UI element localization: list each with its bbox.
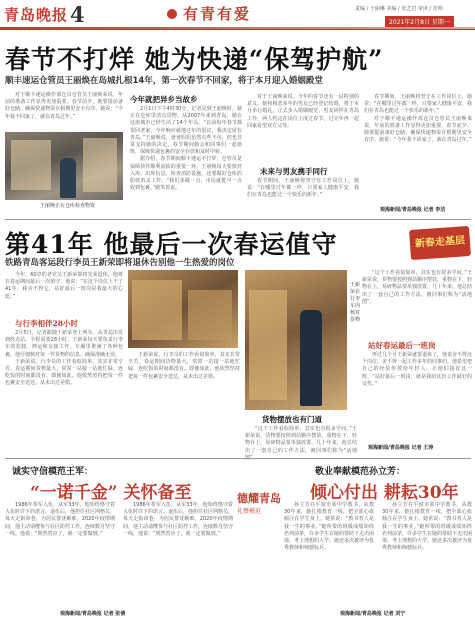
story2-photo-left [128,270,238,348]
story2-col-b-text: 王新荣说，行李员的工作看似简单，其实非常辛苦。春运期间货物量大，常常一站接一站地忙碌，连吃饭的时间都没有。即便如此，他依然坚持把每一件包裹安全送达，从未出过差错。 [128,352,240,380]
story2-intro [5,272,123,314]
story2-subtitle: 铁路青岛客运段行李员王新荣即将退休告别他一生热爱的岗位 [5,258,235,268]
story3-byline: 观海新闻/青岛晚报 记者 张倩 [60,611,126,617]
story1-headline: 春节不打烊 她为快递“保驾护航” [5,45,384,74]
story2-headline: 第41年 他最后一次春运值守 [5,230,338,259]
page-number: 4 [70,2,85,27]
story1-col-c-text: 据介绍，春节期间顺丰速运不打烊，仓管员是保障快件顺利流转的重要一环。王丽焕每天要核对入库、出库信息，检查消防设施，还要做好仓库的防疫消杀工作。“我们多做一点，市民就能早一点收到包裹。”她笑着说。 [130,156,242,192]
story4-body [284,502,472,608]
story4-body-text: 孙立芳在平度市某中学教书，从教30年来，她扎根教育一线，把全部心血倾注在学生身上。她常说：“教书育人是我一生的事业。”她所带的班级成绩始终名列前茅，许多学生在她的帮助下走出困境、考上理想的大学。她还多次被评为优秀教师和师德标兵。 [284,502,375,552]
story2-subhead-b: 货物摆放也有门道 [262,415,322,424]
editor-credits: 责编 / 于丽琳 美编 / 张艺岩 审读 / 范明 [355,6,443,12]
divider-1 [5,219,471,220]
story2-col-d-text: 再过几个月王新荣就要退休了，他说舍不得这个岗位，舍不得一起工作多年的同事们。他希望把自己的经验传授给年轻人，让他们接好这一班。“站好最后一班岗，就是我给这份工作最好的交代。” [362,352,473,387]
masthead-rule [0,27,475,29]
masthead [0,0,475,30]
story4-body-text-2: 孙立芳在平度市某中学教书，从教30年来，她扎根教育一线，把全部心血倾注在学生身上。她常说：“教书育人是我一生的事业。”她所带的班级成绩始终名列前茅，许多学生在她的帮助下走出困境、考上理想的大学。她还多次被评为优秀教师和师德标兵。 [382,502,473,552]
story3-headline: “一诺千金” 关怀备至 [30,483,192,503]
new-spring-badge: 新春走基层 [409,226,471,260]
story1-col-e2-text: 春节期间，王丽焕将坚守在工作岗位上，她说：“在哪里过年都一样，只要家人健康平安，我们在青岛也能过一个快乐的新年。” [364,94,472,115]
story1-col-e3-text: 对于顺丰速运操作部仓员仓管员王丽焕来说，年前的准备工作显得更加重要。春节前夕，她要提前备好仓储，确保快递物资在假期里安全有序。她说：“今年我不回家了，就在青岛过年。” [364,115,472,144]
story2-photo-right [245,270,347,410]
story2-col-a [5,330,123,448]
story2-col-c [245,426,357,456]
story1-col-e [364,94,472,204]
publication-date: 2021年2月8日 星期一 [385,16,454,27]
column-logo-title: 德耀青岛 [237,492,281,505]
section-title: 有青有爱 [183,5,252,23]
story1-col-c [247,94,359,164]
story1-col-d [247,178,359,216]
story1-col-e-text: 春节期间，王丽焕将坚守在工作岗位上，她说：“在哪里过年都一样，只要家人健康平安，我们在青岛也能过一个快乐的新年。” [247,178,359,199]
story2-col-d-top-text: “这个工作看似简单，其实也有很多学问。”王新荣说，货物要按照到站顺序摆放，重物在下，轻物在上，易碎物品要单独放置。几十年来，他总结出了一套自己的工作方法，被同事们称为“活地图”。 [362,270,473,305]
story2-col-b1-text: 王新荣说，行李员的工作看似简单，其实非常辛苦。春运期间货物量大，常常一站接一站地忙碌，连吃饭的时间都没有。即便如此，他依然坚持把每一件包裹安全送达，从未出过差错。 [5,358,123,387]
story1-intro [5,92,123,132]
column-logo-subtitle: 礼赞模范 [237,508,262,515]
story2-col-c-text: “这个工作看似简单，其实也有很多学问。”王新荣说，货物要按照到站顺序摆放，重物在下，轻物在上，易碎物品要单独放置。几十年来，他总结出了一套自己的工作方法，被同事们称为“活地 [245,426,357,454]
story2-subhead-c: 站好春运最后一班岗 [368,341,436,350]
story2-col-a-text: 2月5日，记者跟随王新荣登上列车。从青岛出发到终点站，全程需要28小时。王新荣每天要负责行李车的装卸、押运和交接工作。车厢里堆满了各种包裹，他仔细核对每一件货物的信息，确保准确无误。 [5,330,123,358]
story2-col-d-top [362,270,472,336]
story3-kicker: 诚实守信模范王军： [12,467,94,477]
story3-body-text: 1986年参军入伍，从军33年，他始终恪守着入伍时许下的诺言。退伍后，他担任社区网格员，每天走街串巷，为居民排忧解难。2020年疫情期间，他主动请缨参与社区防控工作，连续数月坚守一线。他说：“既然答应了，就一定要做到。” [5,502,116,537]
story3-body-text-2: 1986年参军入伍，从军33年，他始终恪守着入伍时许下的诺言。退伍后，他担任社区网格员，每天走街串巷，为居民排忧解难。2020年疫情期间，他主动请缨参与社区防控工作，连续数月坚守一线。他说：“既然答应了，就一定要做到。” [123,502,234,537]
story2-col-d [362,352,472,442]
newspaper-logo: 青岛晚报 [4,6,69,24]
story2-byline: 观海新闻/青岛晚报 记者 王涛 [368,445,434,451]
story1-intro-text: 对于顺丰速运操作部仓员仓管员王丽焕来说，年前的准备工作显得更加重要。春节前夕，她要提前备好仓储，确保快递物资在假期里安全有序。她说：“今年我不回家了，就在青岛过年。” [5,92,123,120]
story2-intro-text: 今年，60岁的老党员王新荣即将光荣退休，他将在春运期间最后一次值守，他说：“在这个岗位上干了41年，我舍不得它，站好最后一班岗是我最大的心愿。” [5,272,123,300]
story1-photo [5,132,123,200]
story1-col-d-text: 对于王丽焕来说，今年的春节还有一层特别的意义。她和相恋多年的男友已经登记结婚，将于本月举行婚礼，正式步入婚姻殿堂。男友同样在青岛工作，两人约定在岗位上度过春节，过完年再一起回家看望双方父母。 [247,94,359,129]
story2-col-b [128,352,240,448]
section-dot-icon [167,9,177,19]
story4-headline: 倾心付出 耕耘30年 [310,483,459,503]
story1-byline: 观海新闻/青岛晚报 记者 李洁 [380,207,446,213]
story1-col-b-text: 2月1日下午4时30分，记者见到王丽焕时，她正在仓库里清点货物。从2007年来到青岛，她在这座城市已经生活了14个年头。“以前每年春节都要回老家，今年响应就地过年的倡议，我决定留在青岛。”王丽焕说，爸爸妈妈虽然有些不舍，但也非常支持她的决定。春节期间她会和同事们一起值班，保障快递包裹的安全存放和及时中转。 [130,106,242,156]
story1-photo-caption: 王丽焕正在仓库检查物资 [40,203,96,209]
divider-2 [5,458,471,459]
story2-subhead-a: 与行李相伴28小时 [15,319,78,328]
story1-col-b [130,106,242,214]
story4-byline: 观海新闻/青岛晚报 记者 刘宁 [340,611,406,617]
story3-body [5,502,233,608]
story1-subhead-b: 未来与男友携手同行 [260,167,328,176]
column-logo [237,487,281,517]
story1-subhead-a: 今年就把异乡当故乡 [130,95,198,104]
story1-subtitle: 顺丰速运仓管员王丽焕在岛城扎根14年，第一次春节不回家，将于本月迎入婚姻殿堂 [5,76,323,86]
story2-photo-caption: 王新荣在行李车内核对货物 [350,282,361,323]
story4-kicker: 敬业奉献模范孙立芳： [315,467,406,477]
